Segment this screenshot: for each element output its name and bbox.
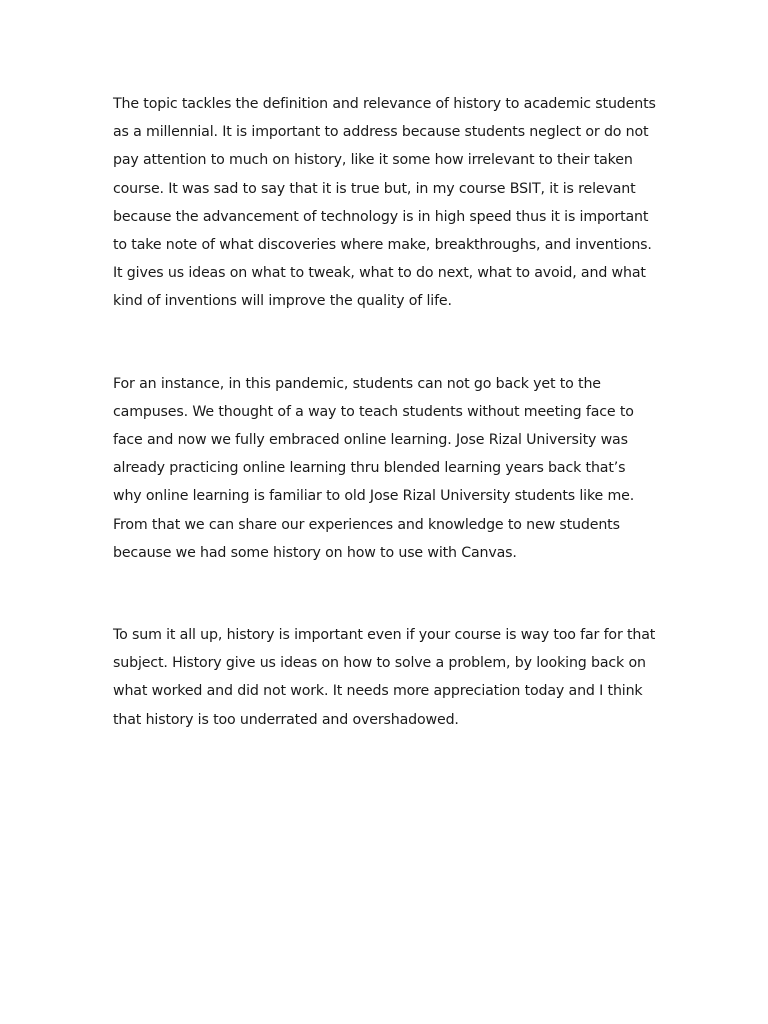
paragraph-1: The topic tackles the definition and relevance of history to academic students as a millennial. It is important to address because students neglect or do not pay attention to much on history, like it some how irrelevant to their taken course. It was sad to say that it is true but, in my course BSIT, it is relevant because the advancement of technology is in high speed thus it is important to take note of what discoveries where make, breakthroughs, and inventions. It gives us ideas on what to tweak, what to do next, what to avoid, and what kind of inventions will improve the quality of life. bbox=[113, 96, 656, 310]
paragraph-2: For an instance, in this pandemic, students can not go back yet to the campuses. We thought of a way to teach students without meeting face to face and now we fully embraced online learning. Jose Rizal University was already practicing online learning thru blended learning years back that’s why online learning is familiar to old Jose Rizal University students like me. From that we can share our experiences and knowledge to new students because we had some history on how to use with Canvas. bbox=[113, 375, 635, 561]
document-body bbox=[113, 90, 658, 734]
paragraph-3: To sum it all up, history is important even if your course is way too far for that subject. History give us ideas on how to solve a problem, by looking back on what worked and did not work. It needs more appreciation today and I think that history is too underrated and overshadowed. bbox=[113, 627, 656, 728]
